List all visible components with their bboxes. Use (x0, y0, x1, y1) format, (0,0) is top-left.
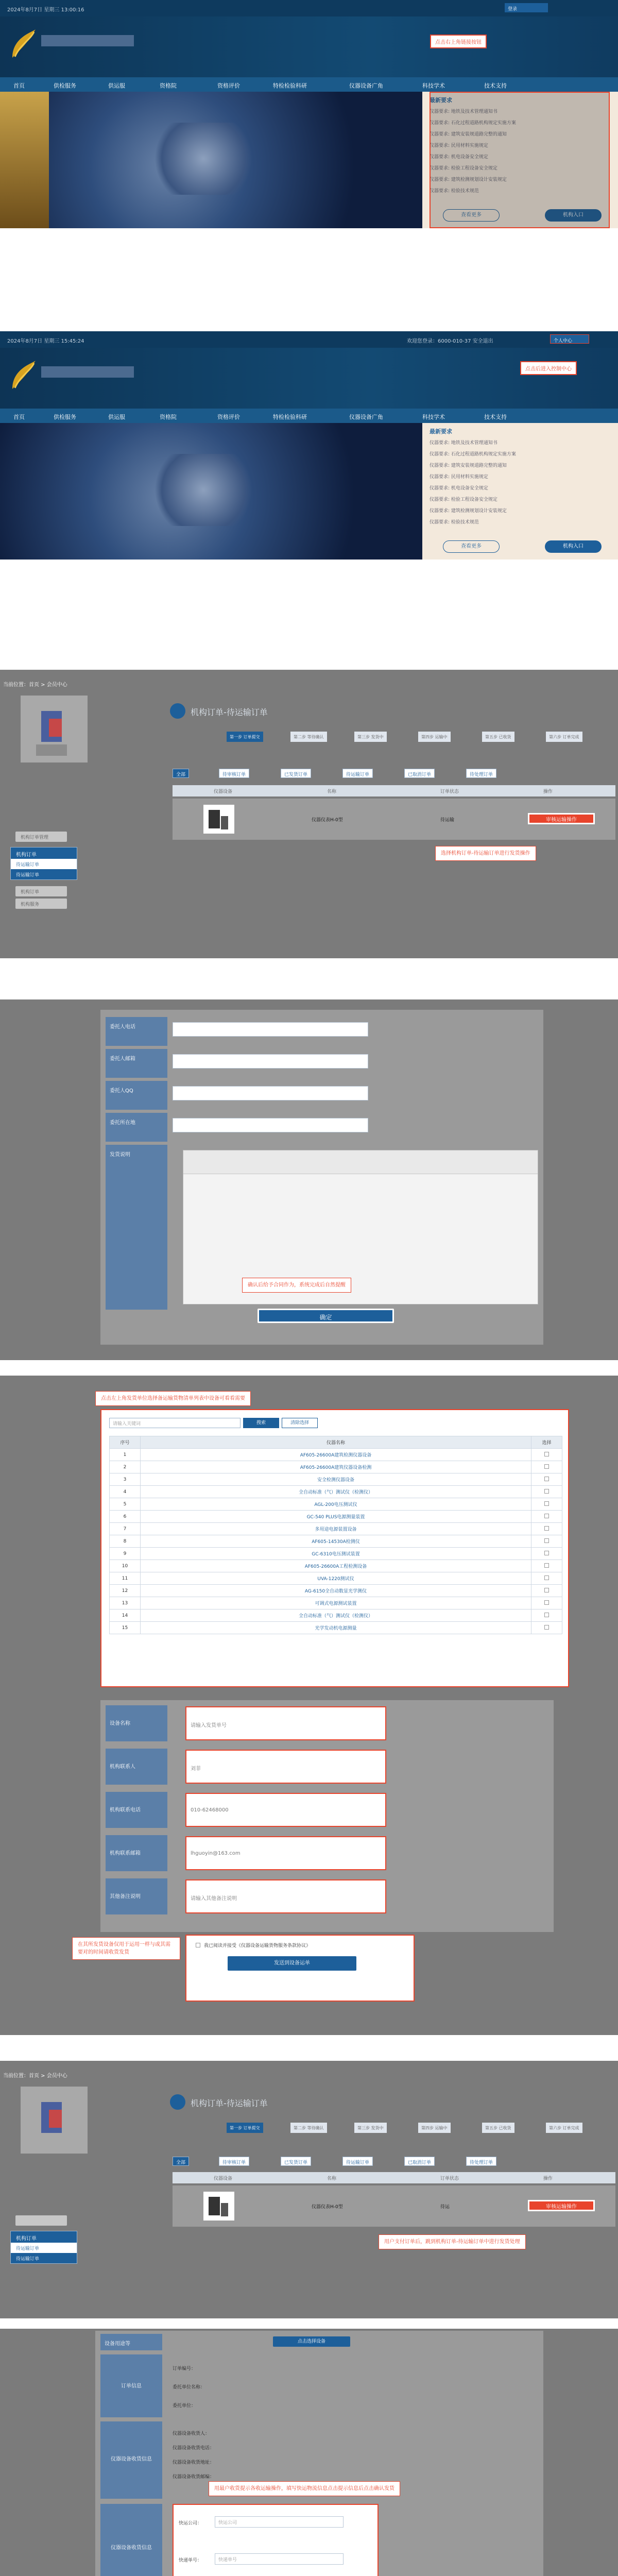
material-no: 9 (110, 1548, 141, 1560)
ship-field-label: 设备名称 (106, 1705, 167, 1741)
tab[interactable]: 待审核订单 (219, 2157, 249, 2166)
step: 第二步 等待确认 (290, 2123, 327, 2133)
select-checkbox[interactable] (544, 1538, 549, 1543)
material-no: 14 (110, 1609, 141, 1622)
label-ship-detail: 仪器设备收货信息 (100, 2504, 162, 2576)
site-name-blurred (41, 35, 134, 46)
select-checkbox[interactable] (544, 1489, 549, 1494)
hero-banner (0, 423, 422, 560)
material-select[interactable] (531, 1523, 562, 1535)
step: 第四步 运输中 (418, 732, 451, 742)
nav-item[interactable]: 供检服务 (54, 82, 76, 89)
callout-login: 点击右上角链接按钮 (430, 35, 487, 48)
nav-item[interactable]: 特检检验科研 (273, 414, 307, 420)
org-entry-button[interactable]: 机构入口 (545, 209, 602, 222)
material-row[interactable] (110, 1585, 562, 1597)
side-button[interactable] (15, 2215, 67, 2226)
product-name: 仪器仪表H-0型 (312, 2205, 343, 2210)
news-item[interactable]: 仪器要求: 建筑检测规划设计安装规定 (430, 177, 507, 182)
tab[interactable]: 已发货订单 (281, 2157, 311, 2166)
tab[interactable]: 全部 (173, 2157, 189, 2166)
menu-head[interactable]: 机构订单 (11, 2231, 77, 2243)
material-name[interactable]: AF605-26600A建筑仪器设备检测 (141, 1461, 531, 1473)
material-row[interactable] (110, 1622, 562, 1634)
select-checkbox[interactable] (544, 1477, 549, 1481)
menu-item-active[interactable]: 待运输订单 (11, 869, 77, 879)
agree-text: 我已阅读并接受《仪器设备运输货物服务条款协议》 (204, 1943, 311, 1948)
product-status: 待运 (440, 2205, 450, 2210)
material-name[interactable]: 光学发动机电源测量 (141, 1622, 531, 1634)
banner-glow (144, 123, 263, 195)
news-title: 最新要求 (430, 97, 452, 104)
tab[interactable]: 已取消订单 (404, 2157, 435, 2166)
material-row[interactable] (110, 1473, 562, 1486)
nav-item[interactable]: 技术支持 (484, 82, 507, 89)
nav-item[interactable]: 技术支持 (484, 414, 507, 420)
side-menu (10, 847, 77, 880)
tab[interactable]: 待运输订单 (342, 769, 373, 778)
order-row (173, 799, 615, 840)
login-link[interactable]: 登录 (505, 3, 548, 12)
label-editor: 发货说明 (106, 1145, 167, 1310)
news-list (430, 437, 516, 528)
order-info: 订单编号： 委托单位名称： 委托单位： (173, 2366, 205, 2409)
material-name[interactable]: AG-6150全自动数显光学测仪 (141, 1585, 531, 1597)
news-item[interactable]: 仪器要求: 检验技术规范 (430, 520, 479, 525)
main-nav (0, 77, 618, 92)
breadcrumb: 当前位置：首页 > 会员中心 (3, 2073, 67, 2079)
ship-field-label: 其他备注说明 (106, 1878, 167, 1914)
material-no: 10 (110, 1560, 141, 1572)
label-contact-phone: 委托人电话 (106, 1017, 167, 1046)
material-name[interactable]: GC-540 PLUS电源测量装置 (141, 1511, 531, 1523)
contact-qq-input[interactable] (173, 1086, 368, 1100)
step: 第三步 发货中 (354, 2123, 387, 2133)
step: 第五步 已收货 (482, 732, 514, 742)
material-no: 8 (110, 1535, 141, 1548)
step: 第一步 订单提交 (227, 732, 263, 742)
tab[interactable]: 待审核订单 (219, 769, 249, 778)
nav-item[interactable]: 供检服务 (54, 414, 76, 420)
material-no: 1 (110, 1449, 141, 1461)
nav-item[interactable]: 仪器设备广角 (349, 82, 383, 89)
step: 第六步 订单完成 (546, 732, 582, 742)
material-select[interactable] (531, 1560, 562, 1572)
news-item[interactable]: 仪器要求: 民用材料实施规定 (430, 143, 488, 148)
material-name[interactable]: AF605-26600A建筑检测仪器设备 (141, 1449, 531, 1461)
news-highlight (430, 92, 610, 228)
more-button[interactable]: 查看更多 (443, 209, 500, 222)
hero-banner (0, 92, 422, 228)
label-device-use: 设备用途等 (100, 2334, 162, 2350)
order-table-head: 仪器设备 名称 订单状态 操作 (173, 2172, 615, 2183)
col-no: 序号 (110, 1436, 141, 1449)
menu-item[interactable]: 待运输订单 (16, 2246, 40, 2251)
submit-button[interactable]: 确定 (258, 1309, 394, 1323)
order-title-icon (170, 703, 185, 719)
tip-ship: 在其所发货设备仅用于运用一样与或其需要对的时间请收货发货 (72, 1937, 180, 1960)
nav-item[interactable]: 资格院 (160, 414, 177, 420)
nav-item[interactable]: 科技学术 (422, 82, 445, 89)
date-text: 2024年8月7日 星期三 15:45:24 (7, 338, 84, 344)
step: 第三步 发货中 (354, 732, 387, 742)
banner-left-art (0, 92, 49, 228)
tab[interactable]: 待处理订单 (466, 2157, 496, 2166)
material-name[interactable]: 安全检测仪器设备 (141, 1473, 531, 1486)
news-item[interactable]: 仪器要求: 地铁及技术管理通知书 (430, 440, 497, 446)
express-input[interactable]: 快运公司 (215, 2516, 344, 2528)
order-steps (227, 732, 608, 742)
ship-field-label: 机构联系人 (106, 1749, 167, 1785)
tracking-label: 快递单号： (179, 2558, 202, 2563)
material-select[interactable] (531, 1548, 562, 1560)
order-row (173, 2185, 615, 2227)
ship-field-label: 机构联系邮箱 (106, 1835, 167, 1871)
org-entry-button[interactable]: 机构入口 (545, 540, 602, 553)
news-item[interactable]: 仪器要求: 检验工程设备安全规定 (430, 497, 497, 502)
side-menu (10, 2231, 77, 2264)
material-row[interactable] (110, 1523, 562, 1535)
ship-field-input[interactable]: 刘菲 (185, 1750, 386, 1784)
ship-info: 仪器设备收货人： 仪器设备收货电话： 仪器设备收货地址： 仪器设备收货邮编： (173, 2431, 215, 2480)
logo-row (0, 348, 618, 409)
contact-email-input[interactable] (173, 1054, 368, 1069)
material-select[interactable] (531, 1461, 562, 1473)
ship-field-input[interactable]: lhguoyin@163.com (185, 1836, 386, 1870)
material-no: 6 (110, 1511, 141, 1523)
user-status-text: 欢迎您登录：6000-010-37 安全退出 (407, 338, 493, 344)
select-checkbox[interactable] (544, 1588, 549, 1592)
express-card (173, 2504, 379, 2576)
news-item[interactable]: 仪器要求: 地铁及技术管理通知书 (430, 109, 497, 114)
label-contact-email: 委托人邮箱 (106, 1049, 167, 1078)
ship-action-button[interactable]: 审核运输操作 (528, 2200, 595, 2211)
materials-card (100, 1409, 569, 1687)
select-checkbox[interactable] (544, 1501, 549, 1506)
news-item[interactable]: 仪器要求: 石化过程道路机构规定实施方案 (430, 452, 516, 457)
news-item[interactable]: 仪器要求: 检验技术规范 (430, 189, 479, 194)
step: 第二步 等待确认 (290, 732, 327, 742)
news-item[interactable]: 仪器要求: 机电设备安全规定 (430, 155, 488, 160)
materials-table (109, 1436, 562, 1634)
select-checkbox[interactable] (544, 1551, 549, 1555)
material-no: 7 (110, 1523, 141, 1535)
material-row[interactable] (110, 1609, 562, 1622)
material-row[interactable] (110, 1498, 562, 1511)
side-button[interactable]: 机构订单管理 (15, 832, 67, 842)
member-center-screenshot-2 (0, 2061, 618, 2318)
step: 第一步 订单提交 (227, 2123, 263, 2133)
select-checkbox[interactable] (544, 1600, 549, 1605)
site-name-blurred (41, 366, 134, 378)
homepage-screenshot-2 (0, 331, 618, 560)
material-select[interactable] (531, 1449, 562, 1461)
material-select[interactable] (531, 1572, 562, 1585)
nav-item[interactable]: 特检检验科研 (273, 82, 307, 89)
material-select[interactable] (531, 1622, 562, 1634)
date-text: 2024年8月7日 星期三 13:00:16 (7, 7, 84, 13)
product-image (203, 2192, 234, 2221)
material-name[interactable]: AGL-200电压测试仪 (141, 1498, 531, 1511)
news-item[interactable]: 仪器要求: 民用材料实施规定 (430, 474, 488, 480)
material-select[interactable] (531, 1585, 562, 1597)
material-name[interactable]: AF605-14530A检测仪 (141, 1535, 531, 1548)
news-item[interactable]: 仪器要求: 机电设备安全规定 (430, 486, 488, 491)
top-bar (0, 0, 618, 16)
main-nav (0, 409, 618, 423)
label-ship-info: 仪器设备收货信息 (100, 2421, 162, 2499)
callout-center: 点击后进入控制中心 (520, 361, 577, 375)
select-checkbox[interactable] (544, 1526, 549, 1531)
order-steps (227, 2123, 608, 2133)
nav-item[interactable]: 仪器设备广角 (349, 414, 383, 420)
nav-item[interactable]: 首页 (13, 414, 25, 420)
material-name[interactable]: 全自动标准（气）测试仪（检测仪） (141, 1609, 531, 1622)
location-input[interactable] (173, 1118, 368, 1132)
col-name: 仪器名称 (141, 1436, 531, 1449)
material-no: 15 (110, 1622, 141, 1634)
news-panel (422, 92, 618, 228)
news-item[interactable]: 仪器要求: 检验工程设备安全规定 (430, 166, 497, 171)
material-row[interactable] (110, 1548, 562, 1560)
select-checkbox[interactable] (544, 1464, 549, 1469)
nav-item[interactable]: 资格院 (160, 82, 177, 89)
tab[interactable]: 全部 (173, 769, 189, 778)
select-checkbox[interactable] (544, 1514, 549, 1518)
material-select[interactable] (531, 1486, 562, 1498)
select-checkbox[interactable] (544, 1452, 549, 1456)
tip-form: 确认后给予合同作为，系统完成后自然提醒 (242, 1278, 351, 1293)
menu-item[interactable]: 待运输订单 (16, 862, 40, 868)
material-no: 5 (110, 1498, 141, 1511)
material-select[interactable] (531, 1597, 562, 1609)
search-button[interactable]: 搜索 (243, 1418, 279, 1428)
label-contact-qq: 委托人QQ (106, 1081, 167, 1110)
material-name[interactable]: 多用途电源装置设备 (141, 1523, 531, 1535)
send-button[interactable]: 发送到设备运单 (228, 1956, 356, 1971)
material-row[interactable] (110, 1486, 562, 1498)
homepage-screenshot-1 (0, 0, 618, 228)
materials-screenshot (0, 1376, 618, 2035)
product-image (203, 805, 234, 834)
col-select: 选择 (531, 1436, 562, 1449)
nav-item[interactable]: 首页 (13, 82, 25, 89)
material-row[interactable] (110, 1560, 562, 1572)
material-row[interactable] (110, 1597, 562, 1609)
nav-item[interactable]: 供运服 (108, 414, 125, 420)
tab[interactable]: 已发货订单 (281, 769, 311, 778)
ship-action-button[interactable]: 审核运输操作 (528, 813, 595, 824)
nav-item[interactable]: 供运服 (108, 82, 125, 89)
tip-confirm: 用最户收货提示各收运输操作，填写快运物流信息点击提示信息后点击确认发货 (209, 2481, 400, 2496)
menu-head[interactable]: 机构订单 (11, 848, 77, 859)
materials-search-input[interactable]: 请输入关键词 (109, 1418, 241, 1428)
agreement-card (185, 1935, 415, 2002)
personal-center-button[interactable]: 个人中心 (550, 334, 589, 344)
tip-orders-2: 用户支付订单后，跳到机构订单-待运输订单中进行发货处理 (379, 2234, 526, 2249)
tab[interactable]: 待运输订单 (342, 2157, 373, 2166)
label-location: 委托所在地 (106, 1113, 167, 1142)
avatar (21, 2087, 88, 2154)
select-checkbox[interactable] (544, 1575, 549, 1580)
tip-orders: 选择机构订单-待运输订单进行发货操作 (435, 846, 536, 861)
news-item[interactable]: 仪器要求: 建筑安装规道路完整的通知 (430, 132, 507, 137)
material-no: 11 (110, 1572, 141, 1585)
member-center-screenshot-1 (0, 670, 618, 958)
tab[interactable]: 已取消订单 (404, 769, 435, 778)
tab[interactable]: 待处理订单 (466, 769, 496, 778)
select-checkbox[interactable] (544, 1563, 549, 1568)
material-no: 12 (110, 1585, 141, 1597)
select-checkbox[interactable] (544, 1613, 549, 1617)
material-select[interactable] (531, 1609, 562, 1622)
express-label: 快运公司： (179, 2521, 202, 2526)
editor-toolbar (183, 1150, 538, 1174)
shipping-form-screenshot (0, 999, 618, 1360)
product-name: 仪器仪表H-0型 (312, 818, 343, 823)
material-select[interactable] (531, 1498, 562, 1511)
avatar (21, 696, 88, 762)
order-title-icon (170, 2094, 185, 2110)
tracking-input[interactable]: 快递单号 (215, 2553, 344, 2565)
tip-materials: 点击左上角发货单位选择备运输货物清单列表中设备可看看需要 (95, 1391, 251, 1406)
material-name[interactable]: AF605-26600A工程检测设备 (141, 1560, 531, 1572)
banner-glow (144, 454, 263, 526)
more-button[interactable]: 查看更多 (443, 540, 500, 553)
choose-device-button[interactable]: 点击选择设备 (273, 2336, 350, 2347)
material-select[interactable] (531, 1535, 562, 1548)
material-no: 3 (110, 1473, 141, 1486)
ship-field-input[interactable]: 请输入其他备注说明 (185, 1879, 386, 1913)
step: 第五步 已收货 (482, 2123, 514, 2133)
material-row[interactable] (110, 1449, 562, 1461)
logo-icon (7, 27, 38, 61)
rich-text-editor[interactable] (183, 1150, 538, 1304)
label-order-info: 订单信息 (100, 2354, 162, 2417)
step: 第六步 订单完成 (546, 2123, 582, 2133)
material-select[interactable] (531, 1473, 562, 1486)
material-no: 2 (110, 1461, 141, 1473)
nav-item[interactable]: 资格评价 (217, 82, 240, 89)
news-panel (422, 423, 618, 560)
select-checkbox[interactable] (544, 1625, 549, 1630)
panel-title: 机构订单-待运输订单 (191, 707, 268, 717)
material-name[interactable]: GC-6310电压测试装置 (141, 1548, 531, 1560)
menu-item-active[interactable]: 待运输订单 (11, 2253, 77, 2263)
ship-field-input[interactable]: 010-62468000 (185, 1793, 386, 1827)
ship-field-input[interactable]: 请输入发货单号 (185, 1706, 386, 1740)
ship-field-label: 机构联系电话 (106, 1792, 167, 1828)
reset-button[interactable]: 清除选择 (282, 1418, 318, 1428)
news-item[interactable]: 仪器要求: 建筑检测规划设计安装规定 (430, 509, 507, 514)
step: 第四步 运输中 (418, 2123, 451, 2133)
material-row[interactable] (110, 1511, 562, 1523)
logo-icon (7, 358, 38, 392)
material-no: 13 (110, 1597, 141, 1609)
side-button[interactable]: 机构服务 (15, 899, 67, 909)
product-status: 待运输 (440, 818, 455, 823)
material-select[interactable] (531, 1511, 562, 1523)
material-name[interactable]: UVA-1220测试仪 (141, 1572, 531, 1585)
material-no: 4 (110, 1486, 141, 1498)
news-item[interactable]: 仪器要求: 石化过程道路机构规定实施方案 (430, 121, 516, 126)
nav-item[interactable]: 资格评价 (217, 414, 240, 420)
side-button[interactable]: 机构订单 (15, 886, 67, 896)
agree-checkbox[interactable] (196, 1943, 200, 1947)
logo-row (0, 16, 618, 77)
material-name[interactable]: 可调式电源测试装置 (141, 1597, 531, 1609)
material-row[interactable] (110, 1572, 562, 1585)
confirm-shipment-screenshot (0, 2329, 618, 2576)
news-item[interactable]: 仪器要求: 建筑安装规道路完整的通知 (430, 463, 507, 468)
top-bar (0, 331, 618, 348)
panel-title: 机构订单-待运输订单 (191, 2098, 268, 2108)
material-row[interactable] (110, 1461, 562, 1473)
material-name[interactable]: 全自动标准（气）测试仪（检测仪） (141, 1486, 531, 1498)
material-row[interactable] (110, 1535, 562, 1548)
order-table-head: 仪器设备 名称 订单状态 操作 (173, 785, 615, 796)
breadcrumb: 当前位置：首页 > 会员中心 (3, 682, 67, 688)
news-title: 最新要求 (430, 428, 452, 435)
nav-item[interactable]: 科技学术 (422, 414, 445, 420)
contact-phone-input[interactable] (173, 1022, 368, 1037)
